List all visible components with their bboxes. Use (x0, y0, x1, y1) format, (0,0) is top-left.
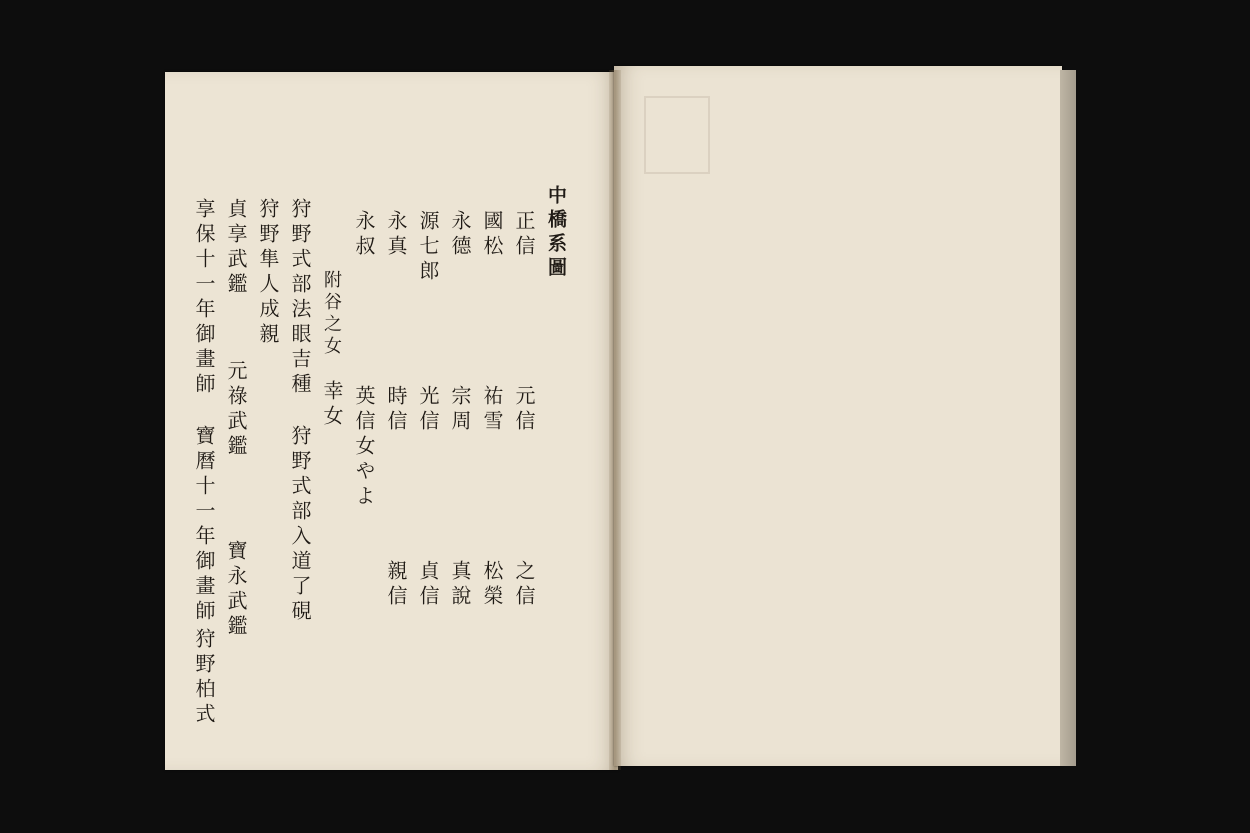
text-column: 寶曆十一年御畫師 (192, 425, 216, 625)
text-column: 狩野式部入道了硯 (288, 425, 312, 625)
text-column: 祐雪 (480, 385, 504, 435)
text-column: 寶永武鑑 (224, 540, 248, 640)
text-column: 幸女 (320, 380, 344, 430)
text-column: 正信 (512, 210, 536, 260)
text-column: 永叔 (352, 210, 376, 260)
text-column: 光信 (416, 385, 440, 435)
text-column: 元祿武鑑 (224, 360, 248, 460)
text-column: 宗周 (448, 385, 472, 435)
text-column: 親信 (384, 560, 408, 610)
text-column: 源七郎 (416, 210, 440, 285)
text-column: 松榮 (480, 560, 504, 610)
page-title: 中橋系圖 (545, 185, 567, 281)
text-column: 狩野隼人成親 (256, 198, 280, 348)
text-column: 狩野式部法眼吉種 (288, 198, 312, 398)
text-column: 永真 (384, 210, 408, 260)
text-column: 之信 (512, 560, 536, 610)
text-column: 享保十一年御畫師 (192, 198, 216, 398)
faint-seal-stamp (644, 96, 710, 174)
text-column: 貞享武鑑 (224, 198, 248, 298)
text-column: 永德 (448, 210, 472, 260)
text-column: 國松 (480, 210, 504, 260)
text-column: 英信女やよ (352, 385, 376, 510)
text-column: 時信 (384, 385, 408, 435)
text-column: 貞信 (416, 560, 440, 610)
book-gutter (609, 70, 621, 770)
text-column: 元信 (512, 385, 536, 435)
text-column: 附谷之女 (321, 270, 342, 358)
text-column: 真說 (448, 560, 472, 610)
book-cover-edge (1060, 70, 1076, 766)
text-column: 狩野柏式 (192, 628, 216, 728)
